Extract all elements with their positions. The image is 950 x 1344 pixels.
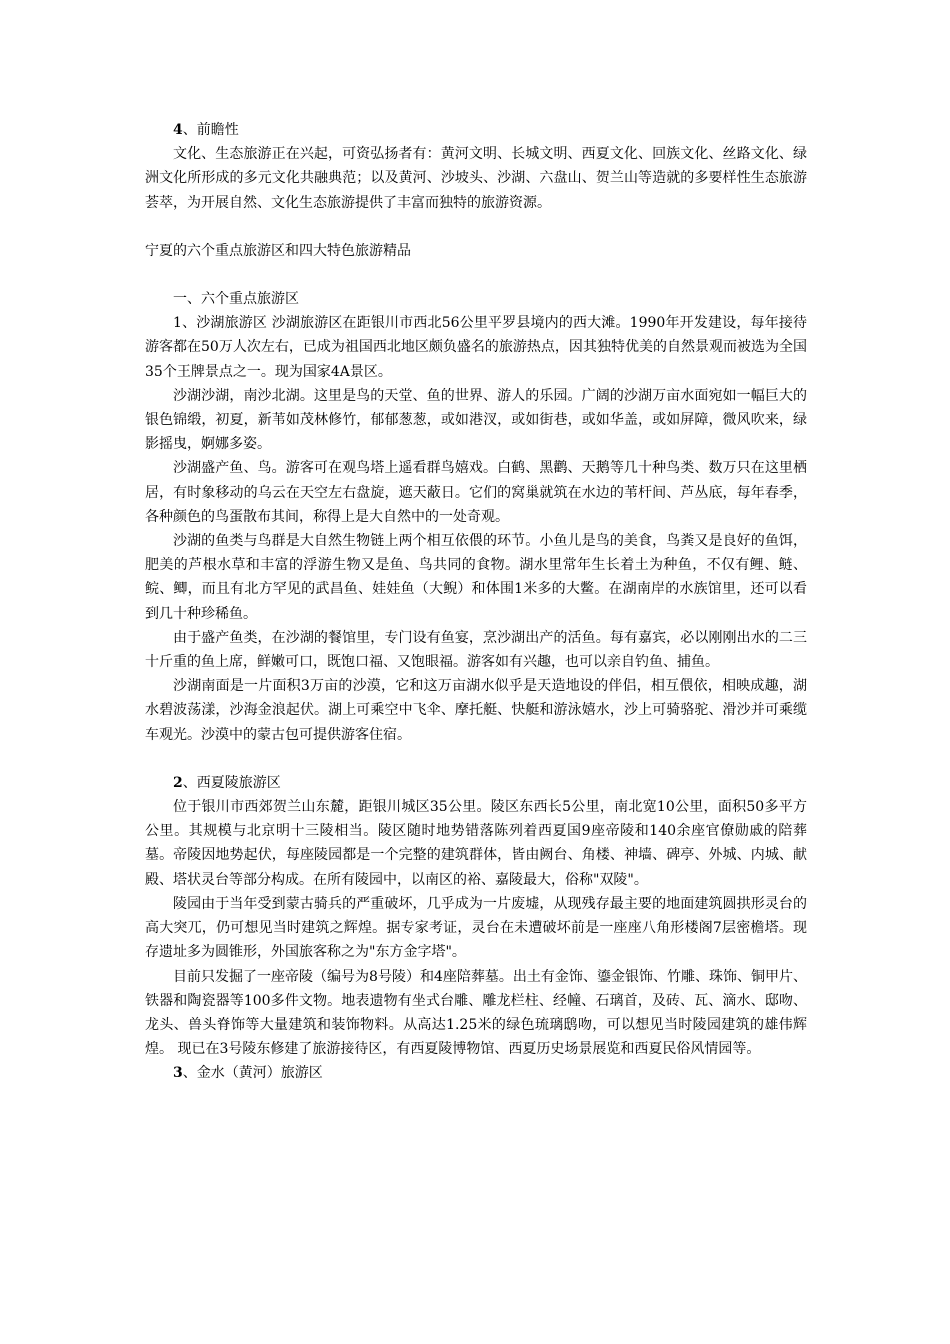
section-heading-xixia	[145, 771, 807, 795]
document-page	[145, 118, 807, 1086]
heading-number: 2	[173, 774, 183, 791]
paragraph: 沙湖的鱼类与鸟群是大自然生物链上两个相互依偎的环节。小鱼儿是鸟的美食，鸟粪又是良好的鱼饵，肥美的芦根水草和丰富的浮游生物又是鱼、鸟共同的食物。湖水里常年生长着土为种鱼，不仅有鲤、鲢、鲩、鲫，而且有北方罕见的武昌鱼、娃娃鱼（大鲵）和体围1米多的大鳖。在湖南岸的水族馆里，还可以看到几十种珍稀鱼。	[145, 533, 807, 622]
paragraph: 位于银川市西郊贺兰山东麓，距银川城区35公里。陵区东西长5公里，南北宽10公里，面积50多平方公里。其规模与北京明十三陵相当。陵区随时地势错落陈列着西夏国9座帝陵和140余座官僚勋戚的陪葬墓。帝陵因地势起伏，每座陵园都是一个完整的建筑群体，皆由阙台、角楼、神墙、碑亭、外城、内城、献殿、塔状灵台等部分构成。在所有陵园中，以南区的裕、嘉陵最大，俗称"双陵"。	[145, 799, 807, 888]
paragraph: 沙湖南面是一片面积3万亩的沙漠，它和这万亩湖水似乎是天造地设的伴侣，相互偎依，相映成趣，湖水碧波荡漾，沙海金浪起伏。湖上可乘空中飞伞、摩托艇、快艇和游泳嬉水，沙上可骑骆驼、滑沙并可乘缆车观光。沙漠中的蒙古包可提供游客住宿。	[145, 678, 807, 743]
section-heading-forward-looking	[145, 118, 807, 142]
heading-number: 3	[173, 1065, 183, 1082]
heading-text: 、金水（黄河）旅游区	[182, 1065, 323, 1082]
paragraph: 由于盛产鱼类，在沙湖的餐馆里，专门设有鱼宴，烹沙湖出产的活鱼。每有嘉宾，必以刚刚出水的二三十斤重的鱼上席，鲜嫩可口，既饱口福、又饱眼福。游客如有兴趣，也可以亲自钓鱼、捕鱼。	[145, 629, 807, 671]
paragraph: 1、沙湖旅游区 沙湖旅游区在距银川市西北56公里平罗县境内的西大滩。1990年开发建设，每年接待游客都在50万人次左右，已成为祖国西北地区颇负盛名的旅游热点，因其独特优美的自然景观而被选为全国35个王牌景点之一。现为国家4A景区。	[145, 315, 807, 380]
heading-text: 、西夏陵旅游区	[182, 774, 281, 791]
heading-text: 、前瞻性	[182, 122, 239, 138]
part-heading: 一、六个重点旅游区	[173, 291, 299, 308]
paragraph: 文化、生态旅游正在兴起，可资弘扬者有：黄河文明、长城文明、西夏文化、回族文化、丝路文化、绿洲文化所形成的多元文化共融典范；以及黄河、沙坡头、沙湖、六盘山、贺兰山等造就的多要样性生态旅游荟萃，为开展自然、文化生态旅游提供了丰富而独特的旅游资源。	[145, 146, 807, 211]
paragraph: 沙湖盛产鱼、鸟。游客可在观鸟塔上遥看群鸟嬉戏。白鹤、黑鹳、天鹅等几十种鸟类、数万只在这里栖居，有时象移动的乌云在天空左右盘旋，遮天蔽日。它们的窝巢就筑在水边的苇杆间、芦丛底，每年春季，各种颜色的鸟蛋散布其间，称得上是大自然中的一处奇观。	[145, 460, 807, 525]
section-heading-jinshui	[145, 1061, 807, 1085]
paragraph: 沙湖沙湖，南沙北湖。这里是鸟的天堂、鱼的世界、游人的乐园。广阔的沙湖万亩水面宛如一幅巨大的银色锦缎，初夏，新苇如茂林修竹，郁郁葱葱，或如港汊，或如街巷，或如华盖，或如屏障，微风吹来，绿影摇曳，婀娜多姿。	[145, 387, 807, 453]
document-title: 宁夏的六个重点旅游区和四大特色旅游精品	[145, 242, 411, 259]
paragraph: 目前只发掘了一座帝陵（编号为8号陵）和4座陪葬墓。出土有金饰、鎏金银饰、竹雕、珠饰、铜甲片、铁器和陶瓷器等100多件文物。地表遗物有坐式台雕、雕龙栏柱、经幢、石璃首，及砖、瓦、滴水、邸吻、龙头、兽头脊饰等大量建筑和装饰物料。从高达1.25米的绿色琉璃鸱吻，可以想见当时陵园建筑的雄伟辉煌。 现已在3号陵东修建了旅游接待区，有西夏陵博物馆、西夏历史场景展览和西夏民俗风情园等。	[145, 968, 807, 1058]
heading-number: 4	[173, 122, 183, 138]
paragraph: 陵园由于当年受到蒙古骑兵的严重破坏，几乎成为一片废墟，从现残存最主要的地面建筑圆拱形灵台的高大突兀，仍可想见当时建筑之辉煌。据专家考证，灵台在未遭破坏前是一座座八角形楼阁7层密檐塔。现存遗址多为圆锥形，外国旅客称之为"东方金字塔"。	[145, 895, 807, 961]
